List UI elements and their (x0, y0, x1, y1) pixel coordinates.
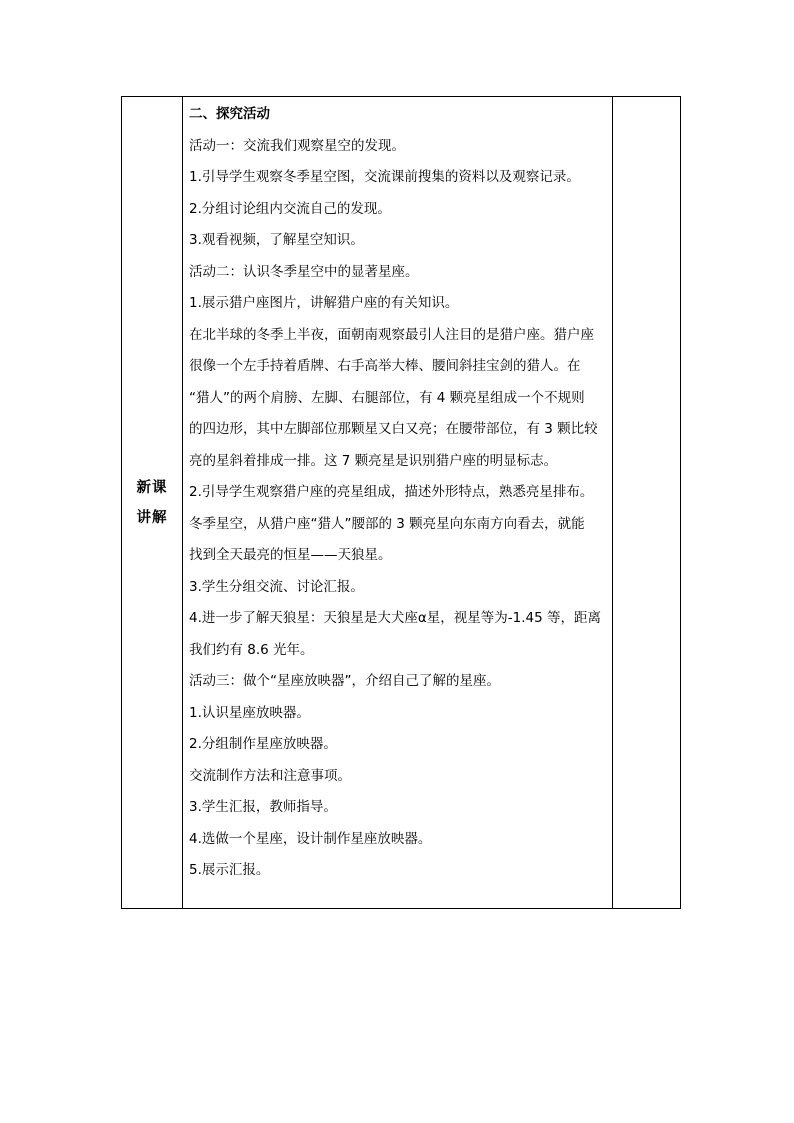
content-line: 3.观看视频，了解星空知识。 (189, 232, 364, 248)
content-line: 3.学生分组交流、讨论汇报。 (189, 578, 364, 595)
table-row (122, 97, 681, 909)
content-line: 的四边形，其中左脚部位那颗星又白又亮；在腰带部位，有 3 颗比较 (189, 421, 598, 437)
section-label (135, 473, 169, 533)
section-label-line: 讲解 (136, 509, 168, 526)
content-line: 1.引导学生观察冬季星空图，交流课前搜集的资料以及观察记录。 (189, 169, 580, 185)
content-line: 4.进一步了解天狼星：天狼星是大犬座α星，视星等为-1.45 等，距离 (189, 610, 601, 626)
content-line: 很像一个左手持着盾牌、右手高举大棒、腰间斜挂宝剑的猎人。在 (189, 358, 581, 374)
content-line: 1.认识星座放映器。 (189, 704, 310, 721)
content-line: 活动二：认识冬季星空中的显著星座。 (189, 263, 419, 280)
content-line: 2.分组制作星座放映器。 (189, 736, 337, 752)
content-line: 我们约有 8.6 光年。 (189, 641, 314, 658)
section-heading: 二、探究活动 (189, 106, 270, 122)
content-line: 在北半球的冬季上半夜，面朝南观察最引人注目的是猎户座。猎户座 (189, 326, 594, 343)
content-cell (183, 97, 613, 909)
content-line: 亮的星斜着排成一排。这 7 颗亮星是识别猎户座的明显标志。 (189, 452, 558, 469)
content-line: 4.选做一个星座，设计制作星座放映器。 (189, 830, 432, 847)
content-line: “猎人”的两个肩膀、左脚、右腿部位，有 4 颗亮星组成一个不规则 (189, 389, 585, 406)
notes-cell (613, 97, 681, 909)
content-line: 找到全天最亮的恒星——天狼星。 (189, 547, 392, 563)
content-line: 2.引导学生观察猎户座的亮星组成，描述外形特点，熟悉亮星排布。 (189, 484, 594, 500)
section-label-cell (122, 97, 183, 909)
content-line: 3.学生汇报，教师指导。 (189, 799, 337, 815)
lesson-plan-table (121, 96, 681, 909)
content-line: 冬季星空，从猎户座“猎人”腰部的 3 颗亮星向东南方向看去，就能 (189, 515, 585, 532)
content-line: 活动一：交流我们观察星空的发现。 (189, 137, 405, 154)
content-line: 活动三：做个“星座放映器”，介绍自己了解的星座。 (189, 673, 500, 689)
content-line: 5.展示汇报。 (189, 862, 270, 878)
content-line: 交流制作方法和注意事项。 (189, 767, 351, 784)
section-label-line: 新课 (136, 479, 168, 496)
content-line: 2.分组讨论组内交流自己的发现。 (189, 200, 391, 217)
lesson-content (183, 97, 612, 887)
content-line: 1.展示猎户座图片，讲解猎户座的有关知识。 (189, 295, 459, 311)
